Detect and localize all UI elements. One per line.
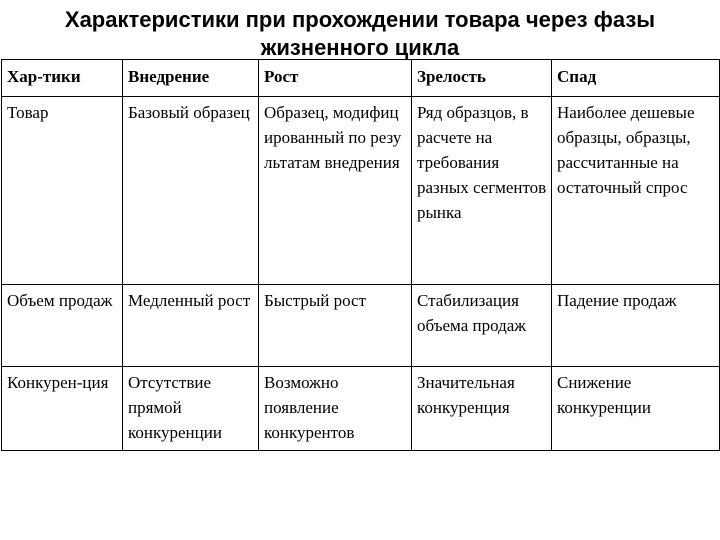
table-header-row bbox=[2, 60, 720, 97]
cell-product-maturity: Ряд образцов, в расчете на требования разных сегментов рынка bbox=[412, 97, 552, 285]
cell-competition-maturity: Значительная конкуренция bbox=[412, 367, 552, 451]
table-row-competition bbox=[2, 367, 720, 451]
cell-sales-introduction: Медленный рост bbox=[123, 285, 259, 367]
cell-competition-growth: Возможно появление конкурентов bbox=[259, 367, 412, 451]
row-label-product: Товар bbox=[2, 97, 123, 285]
row-label-competition: Конкурен-ция bbox=[2, 367, 123, 451]
slide-title-line-1: Характеристики при прохождении товара через фазы bbox=[64, 7, 656, 32]
header-maturity: Зрелость bbox=[412, 60, 552, 97]
slide-title bbox=[0, 6, 720, 62]
cell-sales-maturity: Стабилизация объема продаж bbox=[412, 285, 552, 367]
cell-product-decline: Наиболее дешевые образцы, образцы, рассчитанные на остаточный спрос bbox=[552, 97, 720, 285]
header-introduction: Внедрение bbox=[123, 60, 259, 97]
cell-product-introduction: Базовый образец bbox=[123, 97, 259, 285]
header-growth: Рост bbox=[259, 60, 412, 97]
slide-title-line-2: жизненного цикла bbox=[260, 35, 460, 60]
table-row-product bbox=[2, 97, 720, 285]
header-decline: Спад bbox=[552, 60, 720, 97]
table-row-sales-volume bbox=[2, 285, 720, 367]
cell-sales-growth: Быстрый рост bbox=[259, 285, 412, 367]
cell-competition-introduction: Отсутствие прямой конкуренции bbox=[123, 367, 259, 451]
cell-competition-decline: Снижение конкуренции bbox=[552, 367, 720, 451]
row-label-sales-volume: Объем продаж bbox=[2, 285, 123, 367]
header-characteristics: Хар-тики bbox=[2, 60, 123, 97]
cell-product-growth: Образец, модифицированный по результатам внедрения bbox=[259, 97, 412, 285]
life-cycle-table bbox=[1, 59, 720, 451]
cell-sales-decline: Падение продаж bbox=[552, 285, 720, 367]
